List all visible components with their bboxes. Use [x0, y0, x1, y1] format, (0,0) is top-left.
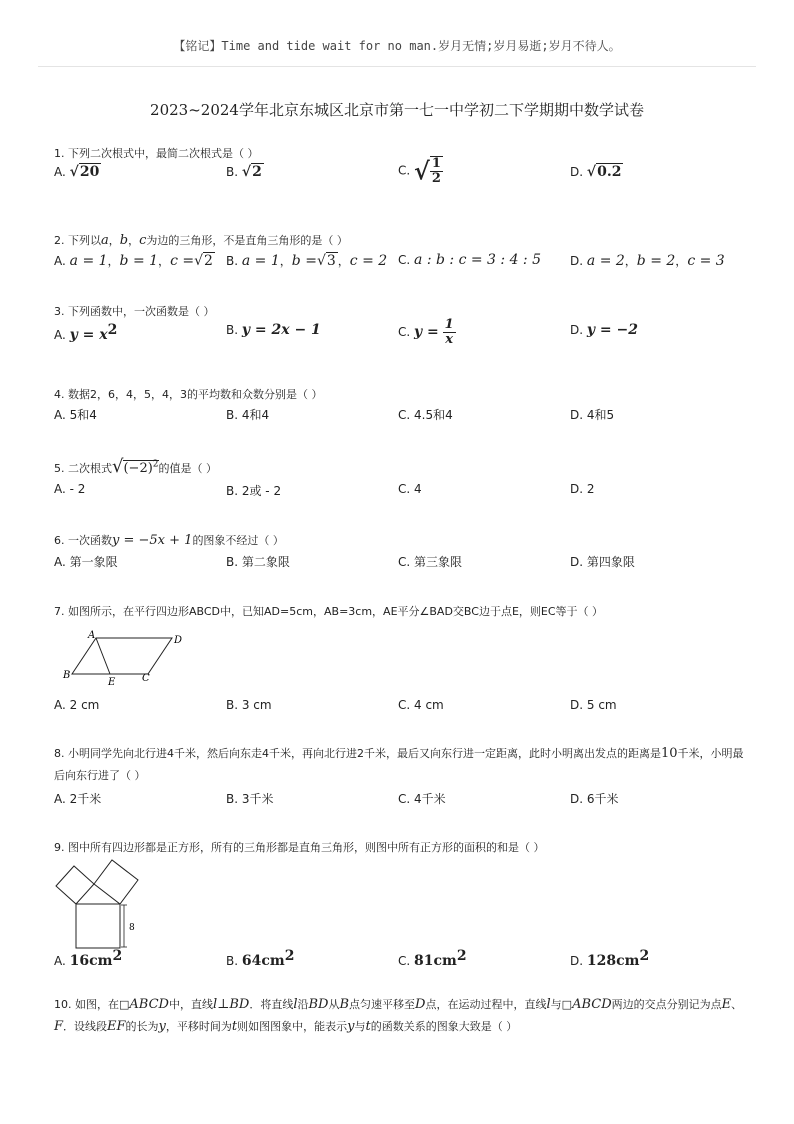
- q3-option-c[interactable]: C. y = $\frac{1}{x}$: [398, 317, 454, 347]
- segment-ae: [96, 638, 110, 674]
- label-b: B: [63, 670, 71, 681]
- q8-option-a[interactable]: A. 2千米: [54, 792, 102, 806]
- q9-option-c[interactable]: C. $81cm^2$: [398, 948, 467, 969]
- motto-banner: 【铭记】Time and tide wait for no man.岁月无情;岁月易逝;岁月不待人。: [173, 39, 621, 53]
- question-8-stem: 8. 小明同学先向北行进4千米，然后向东走4千米，再向北行进2千米，最后又向东行进一定距离，此时小明离出发点的距离是10千米，小明最后向东行进了（ ）: [54, 746, 744, 782]
- q2-option-c[interactable]: C. a : b : c = 3 : 4 : 5: [398, 252, 542, 268]
- q7-option-c[interactable]: C. 4 cm: [398, 698, 444, 712]
- question-10-stem: 10. 如图，在□ABCD中，直线l⊥BD．将直线l沿BD从B点匀速平移至D点，在运动过程中，直线l与□ABCD两边的交点分别记为点E、F．设线段EF的长为y，平移时间为t则如图图象中，能表示y与t的函数关系的图象大致是（ ）: [54, 997, 743, 1034]
- q2-option-a[interactable]: A. a = 1，b = 1，c =√2: [54, 253, 213, 269]
- parallelogram-abcd: [72, 638, 172, 674]
- exam-title: 2023~2024学年北京东城区北京市第一七一中学初二下学期期中数学试卷: [150, 101, 644, 119]
- dimension-label: 8: [129, 923, 135, 933]
- q5-option-d[interactable]: D. 2: [570, 482, 595, 496]
- label-c: C: [142, 673, 150, 684]
- q4-option-d[interactable]: D. 4和5: [570, 408, 615, 422]
- q1-option-d[interactable]: D. √0.2: [570, 164, 622, 180]
- q6-option-d[interactable]: D. 第四象限: [570, 555, 635, 569]
- q8-option-d[interactable]: D. 6千米: [570, 792, 619, 806]
- question-5-stem: 5. 二次根式$√(-2)^2$的值是（ ）: [54, 456, 218, 477]
- q4-option-b[interactable]: B. 4和4: [226, 408, 270, 422]
- q2-option-d[interactable]: D. a = 2，b = 2，c = 3: [570, 253, 725, 269]
- label-a: A: [88, 630, 96, 641]
- question-4-stem: 4. 数据2，6，4，5，4，3的平均数和众数分别是（ ）: [54, 388, 323, 401]
- q6-option-c[interactable]: C. 第三象限: [398, 555, 463, 569]
- q3-option-a[interactable]: A. $y = x^2$: [54, 322, 118, 343]
- q5-option-c[interactable]: C. 4: [398, 482, 422, 496]
- q1-option-b[interactable]: B. √2: [226, 164, 262, 180]
- q6-option-a[interactable]: A. 第一象限: [54, 555, 118, 569]
- q8-option-b[interactable]: B. 3千米: [226, 792, 274, 806]
- q5-option-a[interactable]: A. - 2: [54, 482, 86, 496]
- q9-option-b[interactable]: B. $64cm^2$: [226, 948, 295, 969]
- q9-option-d[interactable]: D. $128cm^2$: [570, 948, 650, 969]
- label-e: E: [108, 677, 116, 686]
- right-square: [94, 860, 138, 904]
- q4-option-a[interactable]: A. 5和4: [54, 408, 97, 422]
- question-2-stem: 2. 下列以a，b，c为边的三角形，不是直角三角形的是（ ）: [54, 233, 348, 248]
- q6-option-b[interactable]: B. 第二象限: [226, 555, 290, 569]
- q8-option-c[interactable]: C. 4千米: [398, 792, 446, 806]
- q3-option-b[interactable]: B. y = 2x − 1: [226, 322, 321, 338]
- question-7-stem: 7. 如图所示，在平行四边形ABCD中，已知AD=5cm，AB=3cm，AE平分∠BAD交BC边于点E，则EC等于（ ）: [54, 605, 604, 618]
- q2-option-b[interactable]: B. a = 1，b =√3 ，c = 2: [226, 253, 388, 269]
- q3-option-d[interactable]: D. y = −2: [570, 322, 638, 338]
- q7-option-a[interactable]: A. 2 cm: [54, 698, 100, 712]
- question-1-stem: 1. 下列二次根式中，最简二次根式是（ ）: [54, 147, 259, 160]
- left-square: [56, 866, 94, 904]
- q4-option-c[interactable]: C. 4.5和4: [398, 408, 453, 422]
- question-9-stem: 9. 图中所有四边形都是正方形，所有的三角形都是直角三角形，则图中所有正方形的面积的和是（ ）: [54, 841, 545, 854]
- question-6-stem: 6. 一次函数y = −5x + 1的图象不经过（ ）: [54, 533, 284, 548]
- parallelogram-figure: [60, 628, 190, 686]
- q7-option-b[interactable]: B. 3 cm: [226, 698, 272, 712]
- q5-option-b[interactable]: B. 2或 - 2: [226, 484, 282, 498]
- header-divider: [38, 66, 756, 67]
- q9-option-a[interactable]: A. $16cm^2$: [54, 948, 123, 969]
- q1-option-c[interactable]: C. √ $\frac{1}{2}$: [398, 156, 441, 186]
- q1-option-a[interactable]: A. √20: [54, 164, 100, 180]
- bottom-square: [76, 904, 120, 948]
- question-3-stem: 3. 下列函数中，一次函数是（ ）: [54, 305, 215, 318]
- label-d: D: [174, 635, 183, 646]
- q7-option-d[interactable]: D. 5 cm: [570, 698, 617, 712]
- squares-figure: [54, 858, 144, 950]
